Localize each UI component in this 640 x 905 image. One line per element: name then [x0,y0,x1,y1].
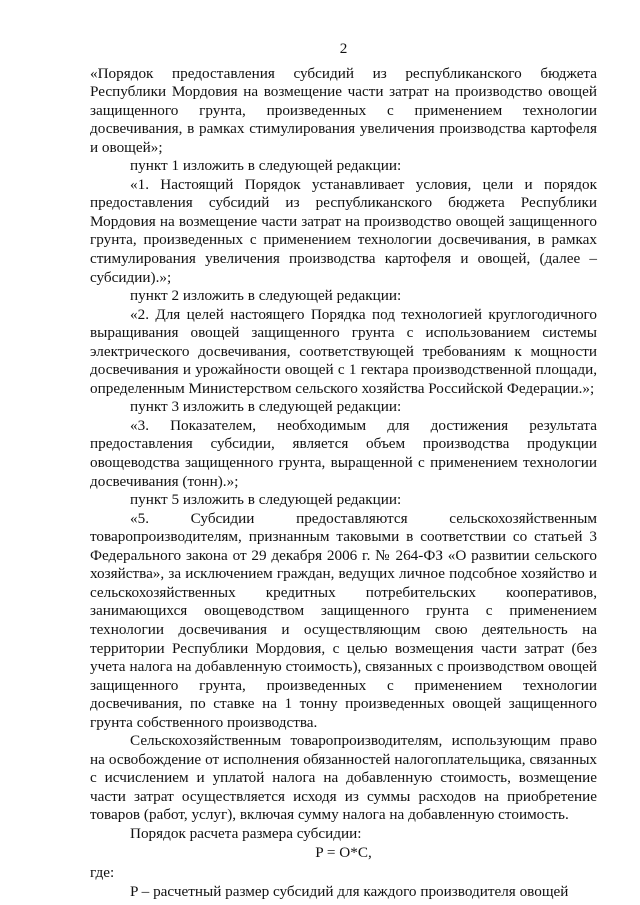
paragraph-item1-text: «1. Настоящий Порядок устанавливает условия, цели и порядок предоставления субсидий из республиканского бюджета Республики Мордовия на возмещение части затрат на производство овощей защищенного грунта, произведенных с применением технологии досвечивания, в рамках стимулирования увеличения производства картофеля и овощей, (далее – субсидии).»; [90,175,597,286]
paragraph-definition-p: P – расчетный размер субсидий для каждого производителя овощей [130,882,569,900]
paragraph-item2-intro: пункт 2 изложить в следующей редакции: [130,287,402,305]
paragraph-item5-intro: пункт 5 изложить в следующей редакции: [130,491,402,509]
subsidy-formula: P = O*C, [315,843,372,861]
document-page [90,40,597,901]
paragraph-calculation-intro: Порядок расчета размера субсидии: [130,824,362,842]
paragraph-item5-text: «5. Субсидии предоставляются сельскохозяйственным товаропроизводителям, признанным таковыми в соответствии со статьей 3 Федерального закона от 29 декабря 2006 г. № 264-ФЗ «О развитии сельского хозяйства», за исключением граждан, ведущих личное подсобное хозяйство и сельскохозяйственных кредитных потребительских кооперативов, занимающихся овощеводством защищенного грунта с применением технологии досвечивания и осуществляющим свою деятельность на территории Республики Мордовия, с целью возмещения части затрат (без учета налога на добавленную стоимость), связанных с производством овощей защищенного грунта, произведенных с применением технологии досвечивания, по ставке на 1 тонну произведенных овощей защищенного грунта собственного производства. [90,509,597,731]
paragraph-vat-exemption: Сельскохозяйственным товаропроизводителям, использующим право на освобождение от исполнения обязанностей налогоплательщика, связанных с исчислением и уплатой налога на добавленную стоимость, возмещение части затрат осуществляется исходя из суммы расходов на приобретение товаров (работ, услуг), включая сумму налога на добавленную стоимость. [90,732,597,824]
paragraph-item1-intro: пункт 1 изложить в следующей редакции: [130,157,402,175]
paragraph-item3-intro: пункт 3 изложить в следующей редакции: [130,398,402,416]
paragraph-title-quote: «Порядок предоставления субсидий из республиканского бюджета Республики Мордовия на возмещение части затрат на производство овощей защищенного грунта, произведенных с применением технологии досвечивания, в рамках стимулирования увеличения производства картофеля и овощей»; [90,64,597,156]
paragraph-item2-text: «2. Для целей настоящего Порядка под технологией круглогодичного выращивания овощей защищенного грунта с использованием системы электрического досвечивания, соответствующей требованиям к мощности досвечивания и урожайности овощей с 1 гектара производственной площади, определенным Министерством сельского хозяйства Российской Федерации.»; [90,305,597,397]
page-number: 2 [339,40,348,57]
paragraph-item3-text: «3. Показателем, необходимым для достижения результата предоставления субсидии, является объем производства продукции овощеводства защищенного грунта, выращенной с применением технологии досвечивания (тонн).»; [90,416,597,490]
where-label: где: [90,864,115,882]
